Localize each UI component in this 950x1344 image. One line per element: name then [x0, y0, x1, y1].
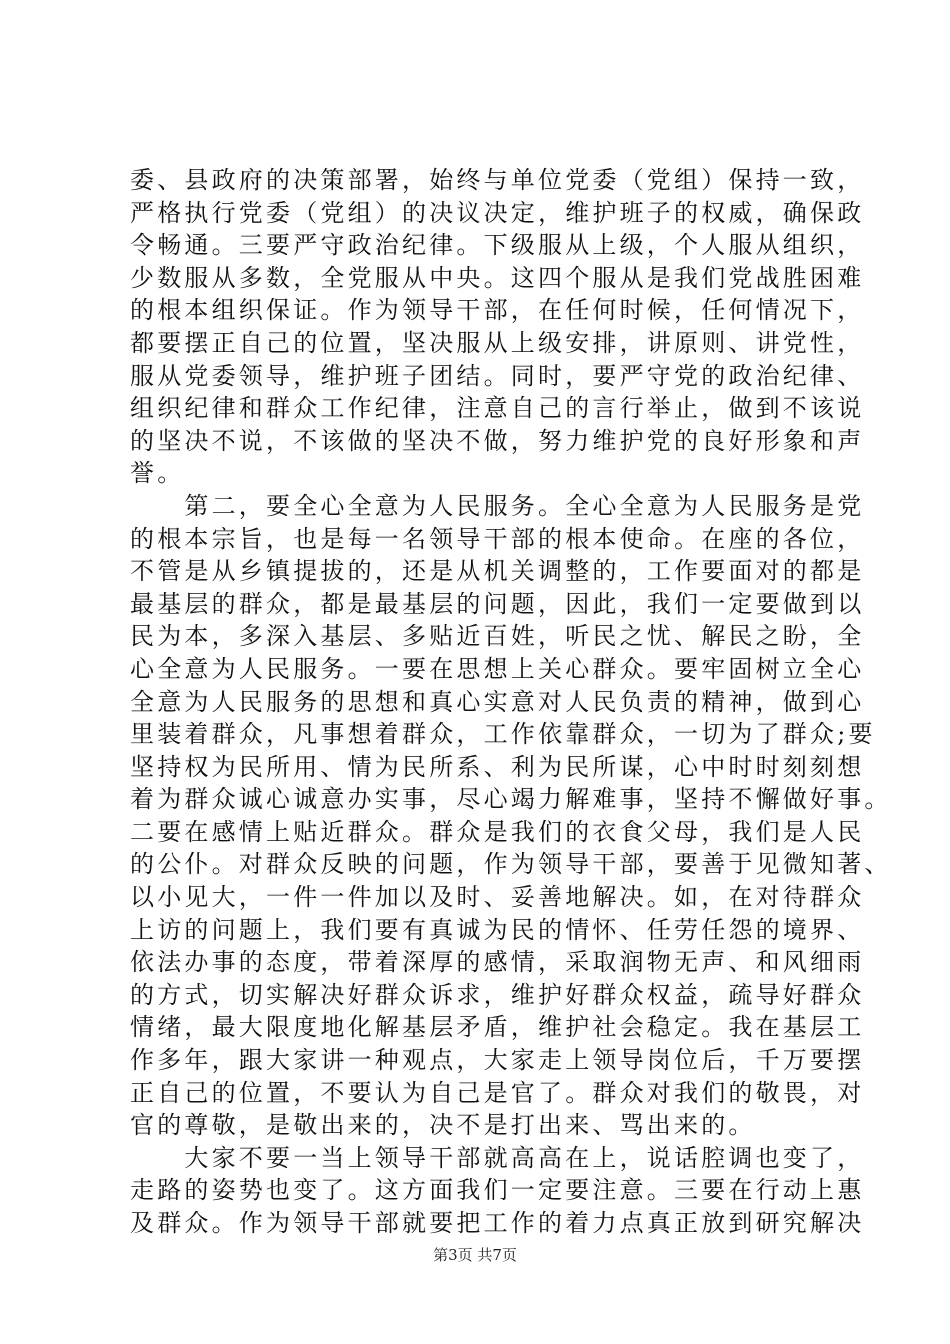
text-line: 里装着群众，凡事想着群众，工作依靠群众，一切为了群众;要 — [130, 720, 876, 749]
text-line: 坚持权为民所用、情为民所系、利为民所谋，心中时时刻刻想 — [130, 752, 865, 781]
text-line: 作多年，跟大家讲一种观点，大家走上领导岗位后，千万要摆 — [130, 1046, 865, 1075]
text-line: 走路的姿势也变了。这方面我们一定要注意。三要在行动上惠 — [130, 1176, 865, 1205]
text-line: 正自己的位置，不要认为自己是官了。群众对我们的敬畏，对 — [130, 1078, 865, 1107]
text-line: 大家不要一当上领导干部就高高在上，说话腔调也变了， — [130, 1143, 865, 1172]
document-body — [130, 164, 892, 1240]
text-line: 委、县政府的决策部署，始终与单位党委（党组）保持一致， — [130, 166, 865, 194]
text-line: 组织纪律和群众工作纪律，注意自己的言行举止，做到不该说 — [130, 394, 865, 423]
text-line: 着为群众诚心诚意办实事，尽心竭力解难事，坚持不懈做好事。 — [130, 785, 892, 814]
text-line: 的方式，切实解决好群众诉求，维护好群众权益，疏导好群众 — [130, 980, 865, 1009]
text-line: 的根本组织保证。作为领导干部，在任何时候，任何情况下， — [130, 296, 865, 325]
text-line: 的公仆。对群众反映的问题，作为领导干部，要善于见微知著、 — [130, 850, 892, 879]
text-line: 上访的问题上，我们要有真诚为民的情怀、任劳任怨的境界、 — [130, 915, 865, 944]
text-line: 二要在感情上贴近群众。群众是我们的衣食父母，我们是人民 — [130, 817, 865, 846]
text-line: 以小见大，一件一件加以及时、妥善地解决。如，在对待群众 — [130, 883, 865, 912]
text-line: 严格执行党委（党组）的决议决定，维护班子的权威，确保政 — [130, 198, 865, 227]
text-line: 情绪，最大限度地化解基层矛盾，维护社会稳定。我在基层工 — [130, 1013, 865, 1042]
text-line: 的坚决不说，不该做的坚决不做，努力维护党的良好形象和声 — [130, 426, 865, 455]
text-line: 及群众。作为领导干部就要把工作的着力点真正放到研究解决 — [130, 1209, 865, 1237]
text-line: 全意为人民服务的思想和真心实意对人民负责的精神，做到心 — [130, 687, 865, 716]
text-line: 第二，要全心全意为人民服务。全心全意为人民服务是党 — [130, 491, 865, 520]
text-line: 民为本，多深入基层、多贴近百姓，听民之忧、解民之盼，全 — [130, 622, 865, 651]
text-line: 少数服从多数，全党服从中央。这四个服从是我们党战胜困难 — [130, 263, 865, 292]
text-line: 心全意为人民服务。一要在思想上关心群众。要牢固树立全心 — [130, 654, 865, 683]
text-line: 不管是从乡镇提拔的，还是从机关调整的，工作要面对的都是 — [130, 557, 865, 586]
text-line: 最基层的群众，都是最基层的问题，因此，我们一定要做到以 — [130, 589, 865, 618]
text-line: 依法办事的态度，带着深厚的感情，采取润物无声、和风细雨 — [130, 948, 865, 977]
text-line: 的根本宗旨，也是每一名领导干部的根本使命。在座的各位， — [130, 524, 865, 553]
text-line: 誉。 — [130, 459, 185, 488]
page-number-footer: 第3页 共7页 — [433, 1246, 517, 1264]
text-line: 官的尊敬，是敬出来的，决不是打出来、骂出来的。 — [130, 1111, 756, 1140]
text-line: 都要摆正自己的位置，坚决服从上级安排，讲原则、讲党性， — [130, 328, 865, 357]
text-line: 服从党委领导，维护班子团结。同时，要严守党的政治纪律、 — [130, 361, 865, 390]
text-line: 令畅通。三要严守政治纪律。下级服从上级，个人服从组织， — [130, 231, 865, 260]
